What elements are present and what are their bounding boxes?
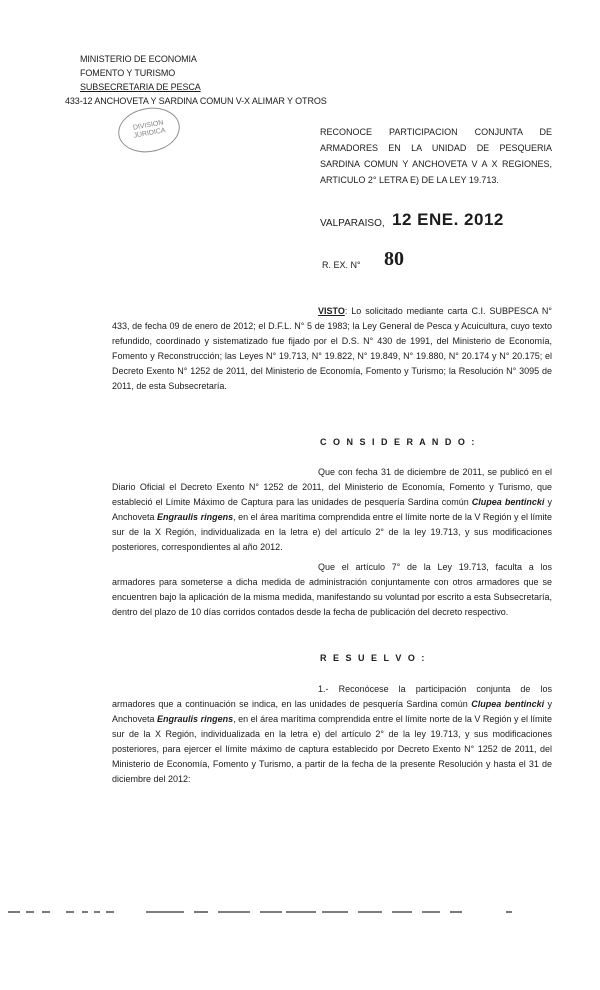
- resolution-number: 80: [384, 248, 404, 270]
- resuelvo-p1-text: 1.- Reconócese la participación conjunta de los armadores que a continuación se indica, en las unidades de pesquería Sardina común: [112, 684, 552, 709]
- header-subsecretaria: SUBSECRETARIA DE PESCA: [80, 82, 201, 92]
- header-department: FOMENTO Y TURISMO: [80, 68, 176, 78]
- species-engraulis: Engraulis ringens: [157, 512, 234, 522]
- species-engraulis: Engraulis ringens: [157, 714, 234, 724]
- date-stamp: 12 ENE. 2012: [392, 210, 504, 229]
- place-label: VALPARAISO,: [320, 218, 385, 229]
- considerando-heading: C O N S I D E R A N D O :: [320, 437, 477, 447]
- considerando-p1-text: Que con fecha 31 de diciembre de 2011, se publicó en el Diario Oficial el Decreto Exento N° 1252 de 2011, del Ministerio de Economía, Fomento y Turismo, que estableció el Límite Máximo de Captura para las unidades de pesquería Sardina común: [112, 467, 552, 507]
- stamp-text: DIVISION JURIDICA: [132, 119, 167, 140]
- resolution-number-label: R. EX. N°: [322, 260, 361, 270]
- considerando-paragraph-2: [112, 560, 552, 620]
- visto-paragraph: [112, 304, 552, 394]
- resuelvo-p1-text-2: y Anchoveta: [112, 699, 552, 724]
- visto-label: VISTO: [318, 306, 345, 316]
- species-clupea: Clupea bentincki: [471, 497, 545, 507]
- resolution-subject: RECONOCE PARTICIPACION CONJUNTA DE ARMADORES EN LA UNIDAD DE PESQUERIA SARDINA COMUN Y ANCHOVETA V A X REGIONES, ARTICULO 2° LETRA E) DE LA LEY 19.713.: [320, 127, 552, 185]
- considerando-p1-text-3: , en el área marítima comprendida entre el límite norte de la V Región y el límite sur de la X Región, individualizada en la letra e) del artículo 2° de la ley 19.713, y sus modificaciones posteriores, correspondientes al año 2012.: [112, 512, 552, 552]
- scan-dash-artifact: [0, 910, 600, 914]
- header-ministry: MINISTERIO DE ECONOMIA: [80, 54, 197, 64]
- division-stamp: [115, 103, 184, 157]
- considerando-p1-text-2: y Anchoveta: [112, 497, 552, 522]
- visto-text: : Lo solicitado mediante carta C.I. SUBPESCA N° 433, de fecha 09 de enero de 2012; el D.F.L. N° 5 de 1983; la Ley General de Pesca y Acuicultura, cuyo texto refundido, coordinado y sistematizado fue fijado por el D.S. N° 430 de 1991, del Ministerio de Economía, Fomento y Reconstrucción; las Leyes N° 19.713, N° 19.822, N° 19.849, N° 19.880, N° 20.174 y N° 20.175; el Decreto Exento N° 1252 de 2011, del Ministerio de Economía, Fomento y Turismo; la Resolución N° 3095 de 2011, de esta Subsecretaría.: [112, 306, 552, 391]
- resuelvo-paragraph-1: [112, 682, 552, 787]
- header-file-reference: 433-12 ANCHOVETA Y SARDINA COMUN V-X ALIMAR Y OTROS: [65, 96, 327, 106]
- species-clupea: Clupea bentincki: [471, 699, 545, 709]
- resuelvo-heading: R E S U E L V O :: [320, 653, 427, 663]
- considerando-paragraph-1: [112, 465, 552, 555]
- considerando-p2-text: Que el artículo 7° de la Ley 19.713, faculta a los armadores para someterse a dicha medida de administración conjuntamente con otros armadores que se encuentren bajo la aplicación de la misma medida, manifestando su voluntad por escrito a esta Subsecretaría, dentro del plazo de 10 días corridos contados desde la fecha de publicación del decreto respectivo.: [112, 562, 552, 617]
- resuelvo-p1-text-3: , en el área marítima comprendida entre el límite norte de la V Región y el límite sur de la X Región, individualizada en la letra e) del artículo 2° de la ley 19.713, y sus modificaciones posteriores, para ejercer el límite máximo de captura establecido por Decreto Exento N° 1252 de 2011, del Ministerio de Economía, Fomento y Turismo, a partir de la fecha de la presente Resolución y hasta el 31 de diciembre del 2012:: [112, 714, 552, 784]
